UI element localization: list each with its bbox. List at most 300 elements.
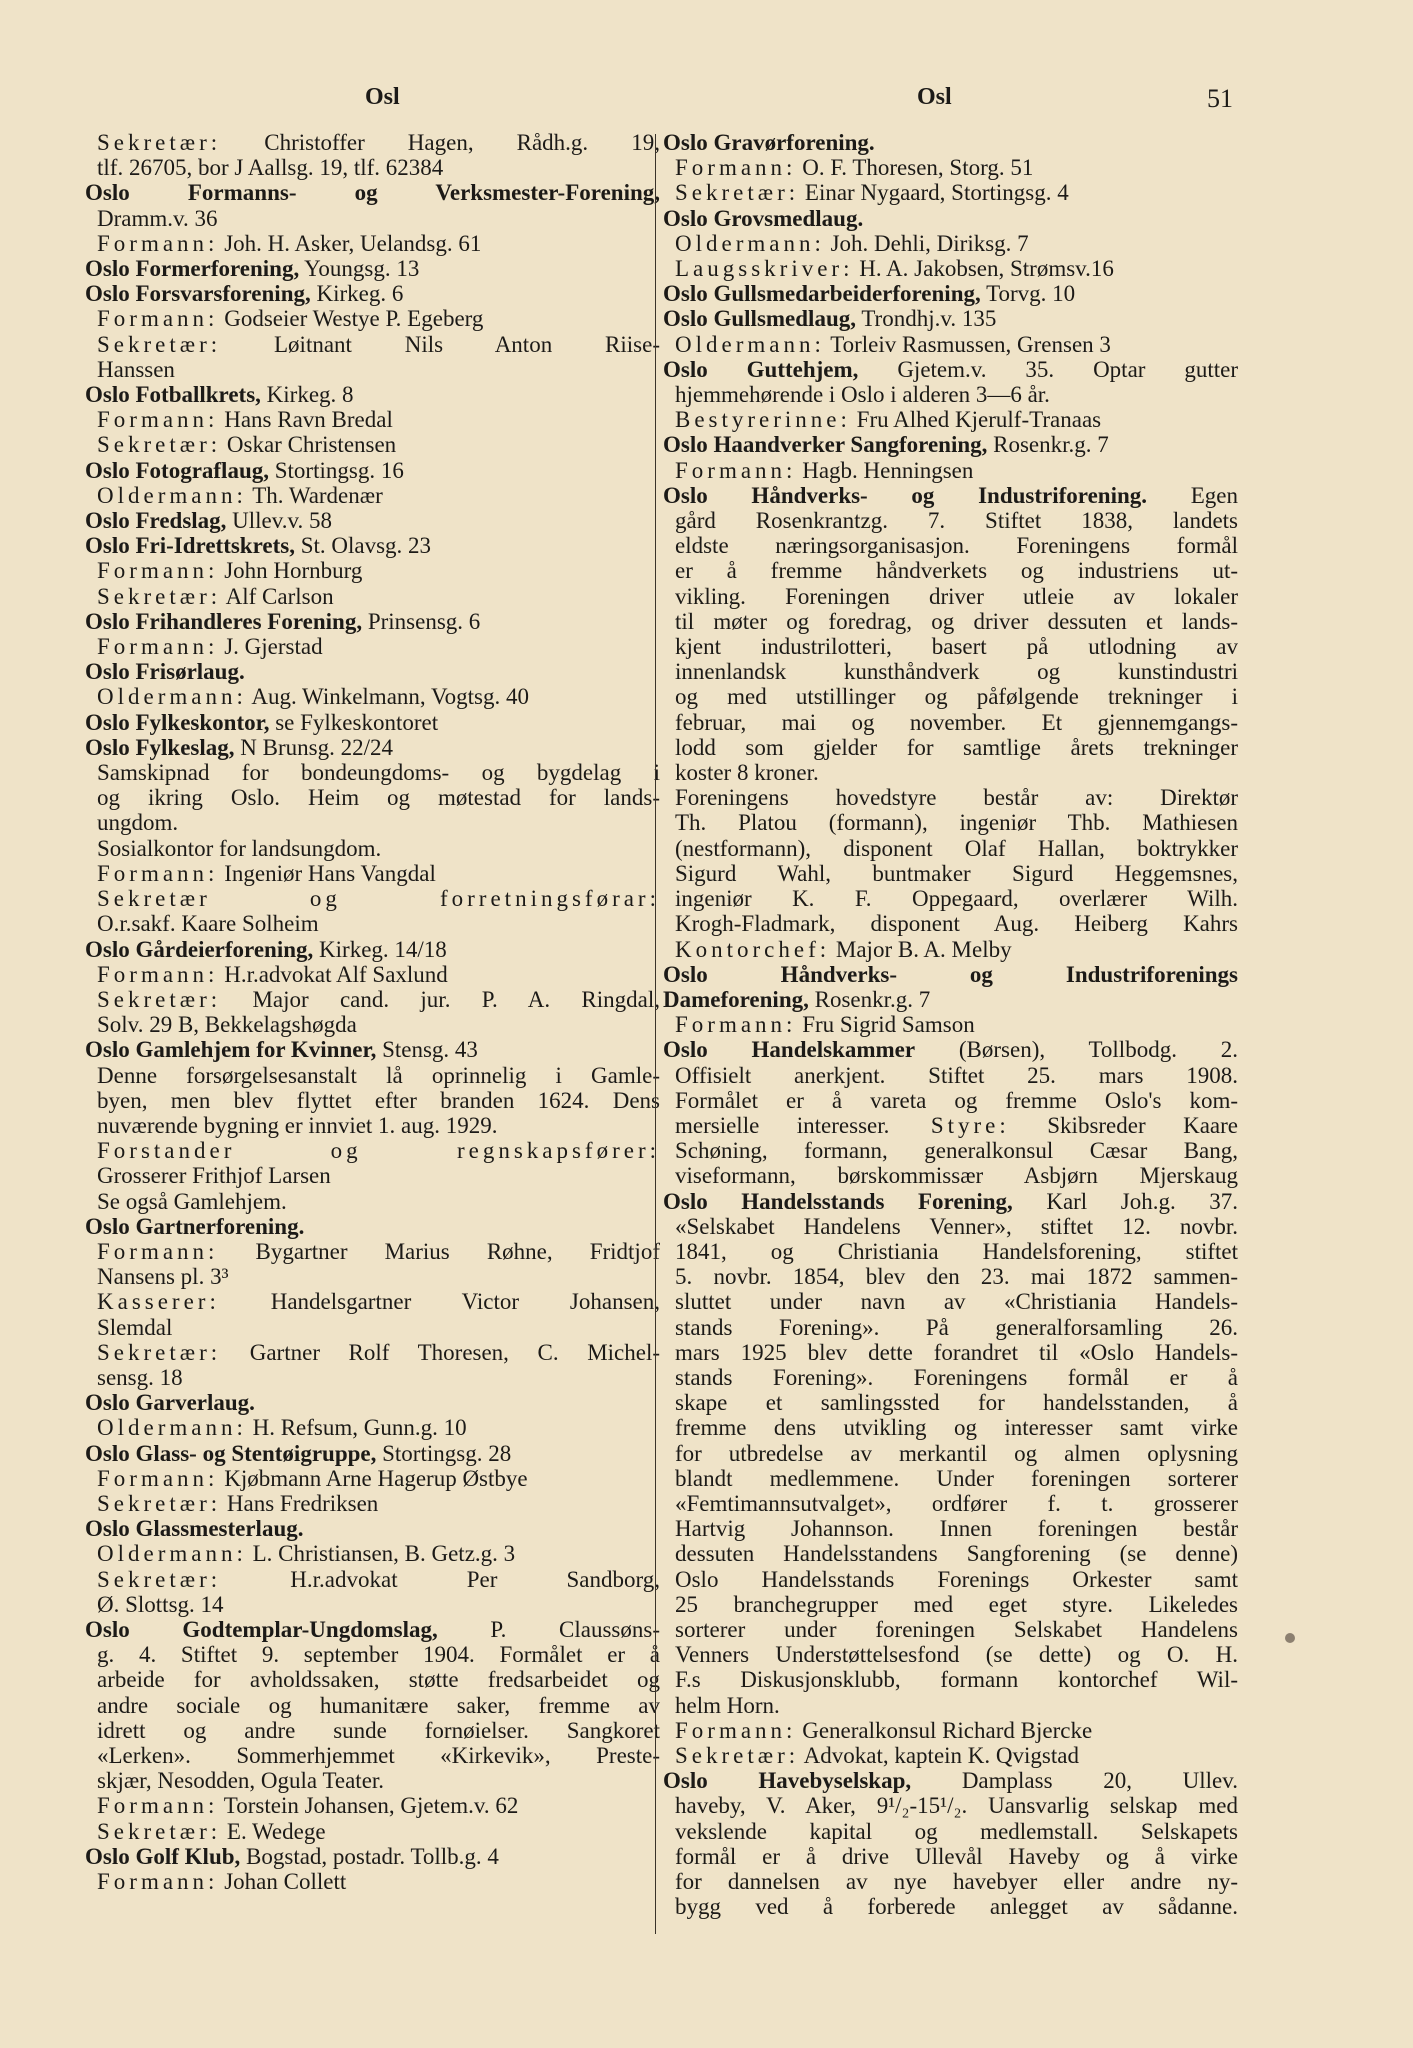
role-label: Styre:	[889, 1112, 1010, 1138]
entry-line	[85, 407, 660, 432]
entry-text: H.r.advokat Alf Saxlund	[218, 961, 448, 987]
entry-text: F.s Diskusjonsklubb, formann kontorchef Wil-	[675, 1667, 1238, 1693]
entry-text: helm Horn.	[675, 1692, 780, 1718]
entry-text: Se også Gamlehjem.	[97, 1188, 287, 1214]
entry-line	[85, 810, 660, 835]
entry-text: eldste næringsorganisasjon. Foreningens formål	[675, 533, 1238, 559]
organization-name: Oslo Golf Klub,	[85, 1843, 241, 1869]
organization-name: Oslo Håndverks- og Industriforening.	[663, 482, 1148, 508]
entry-heading-line	[663, 483, 1238, 508]
organization-name: Oslo Fotograflaug,	[85, 457, 269, 483]
entry-text: innenlandsk kunsthåndverk og kunstindustri	[675, 659, 1238, 685]
role-label: Sekretær:	[97, 986, 222, 1012]
entry-line	[85, 1315, 660, 1340]
role-label: Kasserer:	[97, 1289, 220, 1315]
entry-text: Slemdal	[97, 1314, 173, 1340]
role-label: Formann:	[97, 1869, 219, 1895]
entry-line	[663, 1163, 1238, 1188]
entry-heading-line	[85, 281, 660, 306]
entry-line	[85, 432, 660, 457]
entry-line	[663, 1819, 1238, 1844]
entry-text: Formålet er å vareta og fremme Oslo's kom-	[675, 1087, 1238, 1113]
entry-line	[663, 1113, 1238, 1138]
entry-line	[663, 1667, 1238, 1692]
entry-text: Major cand. jur. P. A. Ringdal,	[221, 986, 660, 1012]
organization-name: Oslo Glass- og Stentøigruppe,	[85, 1440, 377, 1466]
entry-heading-line	[85, 659, 660, 684]
entry-heading-line	[85, 508, 660, 533]
role-label: Sekretær:	[97, 1490, 222, 1516]
entry-line	[85, 1088, 660, 1113]
entry-text: Kirkeg. 14/18	[313, 936, 447, 962]
entry-text: Hartvig Johannson. Innen foreningen består	[675, 1516, 1238, 1542]
entry-line	[663, 1491, 1238, 1516]
entry-text: lodd som gjelder for samtlige årets trekninger	[675, 734, 1238, 760]
entry-line	[663, 684, 1238, 709]
organization-name: Oslo Håndverks- og Industriforenings	[663, 961, 1238, 987]
entry-text: «Selskabet Handelens Venner», stiftet 12. novbr.	[675, 1213, 1238, 1239]
entry-line	[85, 1239, 660, 1264]
entry-text: sorterer under foreningen Selskabet Handelens	[675, 1616, 1238, 1642]
entry-heading-line	[85, 609, 660, 634]
entry-line	[663, 508, 1238, 533]
entry-text: fremme dens utvikling og interesser samt virke	[675, 1415, 1238, 1441]
entry-heading-line	[663, 306, 1238, 331]
entry-text: ingeniør K. F. Oppegaard, overlærer Wilh.	[675, 886, 1238, 912]
organization-name: Oslo Gravørforening.	[663, 130, 875, 155]
entry-text: ungdom.	[97, 810, 179, 836]
entry-line	[663, 1617, 1238, 1642]
entry-line	[663, 1088, 1238, 1113]
entry-text: vekslende kapital og medlemstall. Selskapets	[675, 1818, 1238, 1844]
organization-name: Oslo Fotballkrets,	[85, 382, 261, 408]
entry-line	[663, 911, 1238, 936]
organization-name: Oslo Garverlaug.	[85, 1390, 255, 1416]
entry-text: for utbredelse av merkantil og almen oplysning	[675, 1440, 1238, 1466]
entry-heading-line	[663, 130, 1238, 155]
entry-line	[663, 1239, 1238, 1264]
entry-heading-line	[663, 1189, 1238, 1214]
entry-text: Oslo Handelsstands Forenings Orkester samt	[675, 1566, 1238, 1592]
header-right-keyword: Osl	[917, 84, 952, 110]
organization-name: Oslo Forsvarsforening,	[85, 281, 311, 307]
page-header	[0, 84, 1413, 124]
entry-line	[85, 332, 660, 357]
entry-text: Hagb. Henningsen	[796, 457, 974, 483]
entry-text: John Hornburg	[218, 558, 363, 584]
entry-line	[663, 1718, 1238, 1743]
entry-line	[85, 836, 660, 861]
entry-line	[85, 1340, 660, 1365]
entry-text: Samskipnad for bondeungdoms- og bygdelag i	[97, 760, 660, 786]
organization-name: Oslo Gullsmedlaug,	[663, 306, 856, 332]
role-label: Sekretær:	[97, 583, 222, 609]
entry-line	[663, 1012, 1238, 1037]
entry-text: viseformann, børskommissær Asbjørn Mjerskaug	[675, 1163, 1238, 1189]
entry-line	[663, 155, 1238, 180]
entry-text: nuværende bygning er innviet 1. aug. 1929.	[97, 1112, 498, 1138]
entry-heading-line	[85, 256, 660, 281]
entry-line	[663, 886, 1238, 911]
entry-line	[85, 1567, 660, 1592]
entry-line	[85, 155, 660, 180]
entry-text: Joh. Dehli, Diriksg. 7	[824, 230, 1029, 256]
entry-line	[663, 1592, 1238, 1617]
entry-heading-line	[85, 1441, 660, 1466]
role-label: Formann:	[97, 230, 219, 256]
organization-name: Oslo Fylkeskontor,	[85, 709, 270, 735]
entry-line	[663, 458, 1238, 483]
entry-text: koster 8 kroner.	[675, 760, 819, 786]
entry-line	[663, 609, 1238, 634]
entry-text: og ikring Oslo. Heim og møtestad for lands-	[97, 785, 660, 811]
organization-name: Oslo Godtemplar-Ungdomslag,	[85, 1616, 438, 1642]
role-label: Sekretær:	[97, 130, 222, 155]
organization-name: Oslo Gamlehjem for Kvinner,	[85, 1037, 377, 1063]
entry-line	[85, 684, 660, 709]
entry-line	[85, 1163, 660, 1188]
entry-line	[663, 1390, 1238, 1415]
entry-line	[85, 1466, 660, 1491]
entry-line	[663, 1894, 1238, 1919]
role-label: Formann:	[675, 457, 797, 483]
entry-text: (Børsen), Tollbodg. 2.	[915, 1037, 1238, 1063]
entry-line	[85, 785, 660, 810]
entry-text: St. Olavsg. 23	[294, 533, 432, 559]
ink-speck	[1285, 1633, 1295, 1643]
role-label: Formann:	[675, 1717, 797, 1743]
entry-line	[85, 1819, 660, 1844]
entry-text: mersielle interesser.	[675, 1112, 890, 1138]
entry-line	[85, 1491, 660, 1516]
entry-line	[663, 1138, 1238, 1163]
entry-line	[85, 1667, 660, 1692]
entry-heading-line	[663, 281, 1238, 306]
entry-text: Alf Carlson	[221, 583, 334, 609]
organization-name: Oslo Gartnerforening.	[85, 1213, 305, 1239]
entry-text: Th. Platou (formann), ingeniør Thb. Mathiesen	[675, 810, 1238, 836]
role-label: Sekretær:	[675, 180, 800, 206]
entry-text: 1841, og Christiania Handelsforening, stiftet	[675, 1238, 1238, 1264]
entry-line	[85, 1012, 660, 1037]
entry-line	[85, 1063, 660, 1088]
entry-text: tlf. 26705, bor J Aallsg. 19, tlf. 62384	[97, 155, 444, 181]
entry-heading-line	[85, 1844, 660, 1869]
role-label: Sekretær:	[675, 1743, 800, 1768]
entry-text: Generalkonsul Richard Bjercke	[796, 1717, 1093, 1743]
entry-heading-line	[85, 458, 660, 483]
entry-line	[85, 1592, 660, 1617]
entry-heading-line	[85, 1214, 660, 1239]
entry-text: Aug. Winkelmann, Vogtsg. 40	[246, 684, 529, 710]
role-label: Bestyrerinne:	[675, 407, 851, 433]
entry-text: for dannelsen av nye havebyer eller andre ny-	[675, 1869, 1238, 1895]
role-label: Formann:	[97, 1793, 219, 1819]
entry-text: 5. novbr. 1854, blev den 23. mai 1872 sammen-	[675, 1264, 1238, 1290]
entry-text: Gartner Rolf Thoresen, C. Michel-	[221, 1339, 660, 1365]
organization-name: Oslo Havebyselskap,	[663, 1768, 912, 1794]
role-label: Formann:	[97, 860, 219, 886]
role-label: Sekretær og forretningsførar:	[97, 886, 660, 912]
organization-name: Oslo Handelsstands Forening,	[663, 1188, 1013, 1214]
entry-text: E. Wedege	[221, 1818, 326, 1844]
entry-line	[663, 1844, 1238, 1869]
entry-line	[663, 1693, 1238, 1718]
entry-line	[85, 634, 660, 659]
role-label: Sekretær:	[97, 1818, 222, 1844]
entry-text: Hanssen	[97, 356, 175, 382]
entry-line	[663, 1441, 1238, 1466]
entry-heading-line	[663, 987, 1238, 1012]
entry-text: Stortingsg. 28	[376, 1440, 512, 1466]
role-label: Oldermann:	[675, 230, 825, 256]
entry-text: og med utstillinger og påfølgende trekninger i	[675, 684, 1238, 710]
entry-text: kjent industrilotteri, basert på utlodning av	[675, 634, 1238, 660]
entry-text: bygg ved å forberede anlegget av sådanne.	[675, 1894, 1238, 1920]
entry-heading-line	[85, 533, 660, 558]
organization-name: Oslo Formerforening,	[85, 256, 300, 282]
role-label: Formann:	[97, 1465, 219, 1491]
role-label: Formann:	[675, 155, 797, 181]
entry-line	[663, 1541, 1238, 1566]
entry-text: J. Gjerstad	[218, 634, 323, 660]
entry-line	[663, 1415, 1238, 1440]
role-label: Oldermann:	[97, 1415, 247, 1441]
entry-text: Handelsgartner Victor Johansen,	[219, 1289, 660, 1315]
entry-text: Kirkeg. 6	[310, 281, 404, 307]
entry-text: H. A. Jakobsen, Strømsv.16	[853, 256, 1114, 282]
entry-line	[663, 810, 1238, 835]
organization-name: Dameforening,	[663, 986, 809, 1012]
entry-text: Karl Joh.g. 37.	[1012, 1188, 1238, 1214]
entry-text: mars 1925 blev dette forandret til «Oslo Handels-	[675, 1339, 1238, 1365]
entry-text: O. F. Thoresen, Storg. 51	[796, 155, 1034, 181]
entry-text: «Femtimannsutvalget», ordfører f. t. grosserer	[675, 1490, 1238, 1516]
entry-text: skape et samlingssted for handelsstanden, å	[675, 1390, 1238, 1416]
entry-line	[663, 382, 1238, 407]
entry-heading-line	[85, 937, 660, 962]
entry-line	[85, 1541, 660, 1566]
entry-text: Bygartner Marius Røhne, Fridtjof	[218, 1238, 660, 1264]
entry-line	[85, 1138, 660, 1163]
entry-text: Krogh-Fladmark, disponent Aug. Heiberg Kahrs	[675, 911, 1238, 937]
entry-line	[85, 357, 660, 382]
entry-text: Einar Nygaard, Stortingsg. 4	[799, 180, 1069, 206]
entry-line	[663, 1063, 1238, 1088]
role-label: Oldermann:	[675, 331, 825, 357]
entry-line	[663, 710, 1238, 735]
entry-text: gård Rosenkrantzg. 7. Stiftet 1838, landets	[675, 508, 1238, 534]
entry-text: hjemmehørende i Oslo i alderen 3—6 år.	[675, 382, 1050, 408]
organization-name: Oslo Fylkeslag,	[85, 734, 235, 760]
entry-text: andre sociale og humanitære saker, fremme av	[97, 1692, 660, 1718]
right-column	[663, 130, 1238, 1919]
entry-line	[85, 1642, 660, 1667]
entry-line	[85, 1793, 660, 1818]
entry-text: Fru Alhed Kjerulf-Tranaas	[850, 407, 1102, 433]
entry-text: sluttet under navn av «Christiania Handels-	[675, 1289, 1238, 1315]
entry-line	[85, 1693, 660, 1718]
organization-name: Oslo Formanns- og Verksmester-Forening,	[85, 180, 660, 206]
entry-line	[663, 1869, 1238, 1894]
role-label: Formann:	[97, 407, 219, 433]
entry-text: Fru Sigrid Samson	[796, 1012, 975, 1038]
entry-text: Youngsg. 13	[299, 256, 420, 282]
entry-line	[663, 1567, 1238, 1592]
entry-text: Joh. H. Asker, Uelandsg. 61	[218, 230, 482, 256]
organization-name: Oslo Gullsmedarbeiderforening,	[663, 281, 981, 307]
role-label: Oldermann:	[97, 1541, 247, 1567]
organization-name: Oslo Fri-Idrettskrets,	[85, 533, 295, 559]
entry-heading-line	[663, 962, 1238, 987]
entry-text: Godseier Westye P. Egeberg	[218, 306, 484, 332]
entry-line	[663, 1340, 1238, 1365]
entry-text: Denne forsørgelsesanstalt lå oprinnelig i Gamle-	[97, 1062, 660, 1088]
entry-line	[663, 256, 1238, 281]
entry-heading-line	[85, 1390, 660, 1415]
entry-text: Damplass 20, Ullev.	[911, 1768, 1238, 1794]
entry-text: 25 branchegrupper med eget styre. Likeledes	[675, 1591, 1238, 1617]
entry-heading-line	[85, 1037, 660, 1062]
role-label: Formann:	[97, 1238, 219, 1264]
role-label: Sekretær:	[97, 1566, 222, 1592]
entry-text: Ingeniør Hans Vangdal	[218, 860, 436, 886]
entry-text: L. Christiansen, B. Getz.g. 3	[246, 1541, 516, 1567]
entry-text: Ø. Slottsg. 14	[97, 1591, 224, 1617]
role-label: Formann:	[675, 1012, 797, 1038]
entry-line	[85, 911, 660, 936]
entry-line	[663, 558, 1238, 583]
entry-text: Christoffer Hagen, Rådh.g. 19,	[221, 130, 660, 155]
entry-text: Torstein Johansen, Gjetem.v. 62	[218, 1793, 519, 1819]
entry-line	[663, 1516, 1238, 1541]
entry-text: Th. Wardenær	[246, 482, 383, 508]
entry-text: Torvg. 10	[980, 281, 1076, 307]
entry-heading-line	[663, 206, 1238, 231]
organization-name: Oslo Grovsmedlaug.	[663, 205, 864, 231]
entry-text: stands Forening». På generalforsamling 26.	[675, 1314, 1238, 1340]
entry-text: H. Refsum, Gunn.g. 10	[246, 1415, 467, 1441]
entry-text: O.r.sakf. Kaare Solheim	[97, 911, 319, 937]
entry-line	[85, 1264, 660, 1289]
entry-line	[663, 760, 1238, 785]
entry-line	[85, 987, 660, 1012]
entry-line	[663, 659, 1238, 684]
organization-name: Oslo Frihandleres Forening,	[85, 608, 363, 634]
entry-line	[663, 1642, 1238, 1667]
entry-line	[663, 1264, 1238, 1289]
entry-text: (nestformann), disponent Olaf Hallan, boktrykker	[675, 835, 1238, 861]
entry-line	[663, 634, 1238, 659]
entry-line	[663, 180, 1238, 205]
entry-line	[85, 130, 660, 155]
entry-text: Hans Ravn Bredal	[218, 407, 393, 433]
entry-text: g. 4. Stiftet 9. september 1904. Formålet er å	[97, 1642, 660, 1668]
entry-text: Ullev.v. 58	[226, 508, 333, 534]
entry-line	[663, 332, 1238, 357]
organization-name: Oslo Gårdeierforening,	[85, 936, 314, 962]
entry-text: formål er å drive Ullevål Haveby og å virke	[675, 1843, 1238, 1869]
entry-text: Grosserer Frithjof Larsen	[97, 1163, 331, 1189]
entry-text: Offisielt anerkjent. Stiftet 25. mars 1908.	[675, 1062, 1238, 1088]
entry-text: Løitnant Nils Anton Riise-	[221, 331, 660, 357]
role-label: Oldermann:	[97, 482, 247, 508]
entry-line	[663, 584, 1238, 609]
entry-text: N Brunsg. 22/24	[234, 734, 393, 760]
organization-name: Oslo Handelskammer	[663, 1037, 916, 1063]
entry-line	[663, 861, 1238, 886]
entry-text: Egen	[1147, 482, 1238, 508]
entry-line	[85, 1869, 660, 1894]
entry-text: Venners Understøttelsesfond (se dette) og O. H.	[675, 1642, 1238, 1668]
entry-text: se Fylkeskontoret	[269, 709, 439, 735]
entry-text: H.r.advokat Per Sandborg,	[221, 1566, 660, 1592]
entry-text: Sosialkontor for landsungdom.	[97, 835, 382, 861]
entry-heading-line	[663, 1768, 1238, 1793]
entry-line	[85, 306, 660, 331]
entry-text: Gjetem.v. 35. Optar gutter	[858, 356, 1238, 382]
entry-line	[85, 1743, 660, 1768]
entry-line	[85, 962, 660, 987]
entry-line	[663, 1315, 1238, 1340]
entry-line	[663, 785, 1238, 810]
entry-line	[85, 1718, 660, 1743]
entry-text: Hans Fredriksen	[221, 1490, 379, 1516]
role-label: Forstander og regnskapsfører:	[97, 1138, 660, 1164]
role-label: Laugsskriver:	[675, 256, 854, 282]
entry-text: Kjøbmann Arne Hagerup Østbye	[218, 1465, 528, 1491]
role-label: Formann:	[97, 961, 219, 987]
entry-line	[85, 1113, 660, 1138]
entry-line	[85, 231, 660, 256]
entry-text: Schøning, formann, generalkonsul Cæsar Bang,	[675, 1138, 1238, 1164]
entry-text: Foreningens hovedstyre består av: Direktør	[675, 785, 1238, 811]
entry-line	[85, 206, 660, 231]
entry-line	[663, 937, 1238, 962]
entry-text: til møter og foredrag, og driver dessuten et lands-	[675, 608, 1238, 634]
entry-text: arbeide for avholdssaken, støtte fredsarbeidet og	[97, 1667, 660, 1693]
entry-text: skjær, Nesodden, Ogula Teater.	[97, 1768, 385, 1794]
entry-text: februar, mai og november. Et gjennemgangs-	[675, 709, 1238, 735]
organization-name: Oslo Glassmesterlaug.	[85, 1516, 304, 1542]
organization-name: Oslo Fredslag,	[85, 508, 227, 534]
entry-text: Trondhj.v. 135	[855, 306, 997, 332]
page-number: 51	[1207, 84, 1233, 113]
organization-name: Oslo Frisørlaug.	[85, 659, 245, 685]
header-left-keyword: Osl	[365, 84, 400, 110]
entry-text: haveby, V. Aker, 9¹/₂-15¹/₂. Uansvarlig selskap med	[675, 1793, 1238, 1819]
entry-heading-line	[85, 382, 660, 407]
entry-line	[85, 1365, 660, 1390]
entry-text: Rosenkr.g. 7	[808, 986, 931, 1012]
entry-text: idrett og andre sunde fornøielser. Sangkoret	[97, 1717, 660, 1743]
entry-line	[663, 407, 1238, 432]
entry-line	[663, 231, 1238, 256]
entry-text: Dramm.v. 36	[97, 205, 218, 231]
entry-line	[85, 584, 660, 609]
role-label: Formann:	[97, 306, 219, 332]
entry-text: Stensg. 43	[376, 1037, 478, 1063]
entry-heading-line	[85, 710, 660, 735]
entry-line	[663, 1466, 1238, 1491]
entry-line	[663, 1743, 1238, 1768]
role-label: Sekretær:	[97, 432, 222, 458]
entry-text: Major B. A. Melby	[830, 936, 1012, 962]
entry-text: blandt medlemmene. Under foreningen sorterer	[675, 1465, 1238, 1491]
entry-text: Rosenkr.g. 7	[987, 432, 1109, 458]
entry-heading-line	[85, 735, 660, 760]
entry-text: Stortingsg. 16	[269, 457, 404, 483]
